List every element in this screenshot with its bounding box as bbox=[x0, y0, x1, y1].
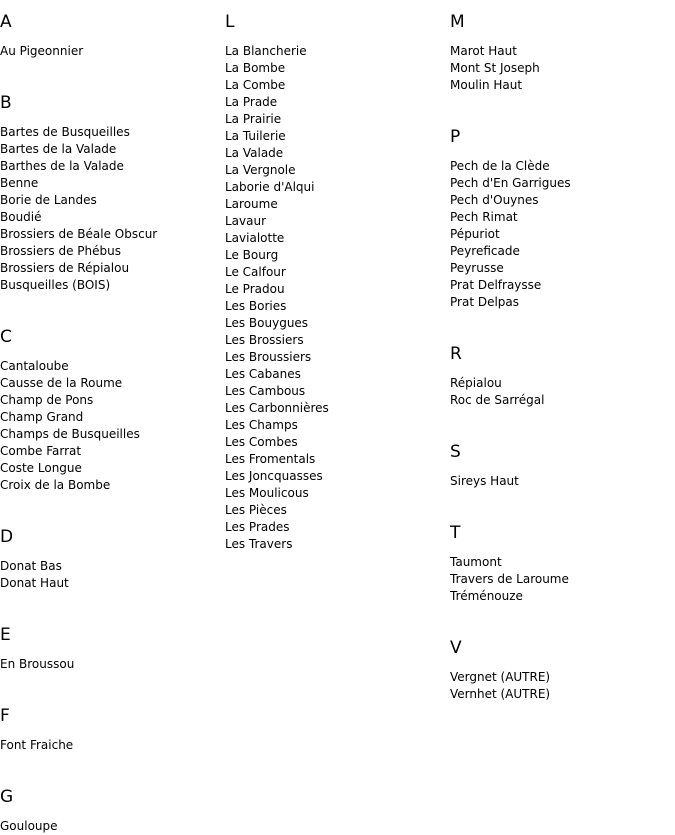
place-name-item: Pech d'En Garrigues bbox=[450, 176, 571, 190]
place-name-item: Prat Delfraysse bbox=[450, 278, 542, 292]
letter-group bbox=[450, 638, 675, 703]
place-name-item: Peyreficade bbox=[450, 244, 520, 258]
place-name-item: Les Champs bbox=[225, 418, 298, 432]
letter-group bbox=[450, 12, 675, 115]
place-name-item: Sireys Haut bbox=[450, 474, 519, 488]
letter-heading: A bbox=[0, 12, 12, 32]
place-name-list bbox=[450, 375, 675, 409]
place-name-list bbox=[0, 558, 225, 592]
letter-group bbox=[0, 12, 225, 81]
place-name-item: Les Brossiers bbox=[225, 333, 304, 347]
place-name-item: Laroume bbox=[225, 197, 278, 211]
place-name-item: Les Bories bbox=[225, 299, 287, 313]
place-name-item: Pech Rimat bbox=[450, 210, 518, 224]
place-name-item: Pech d'Ouynes bbox=[450, 193, 539, 207]
place-name-list bbox=[225, 43, 450, 553]
letter-group bbox=[450, 344, 675, 430]
place-name-item: Boudié bbox=[0, 210, 42, 224]
letter-heading: D bbox=[0, 527, 14, 547]
place-name-item: Les Prades bbox=[225, 520, 290, 534]
place-name-item: La Blancherie bbox=[225, 44, 307, 58]
place-name-item: Champ de Pons bbox=[0, 393, 94, 407]
place-name-item: Coste Longue bbox=[0, 461, 82, 475]
place-name-item: Bartes de la Valade bbox=[0, 142, 117, 156]
place-name-item: La Prairie bbox=[225, 112, 282, 126]
place-name-item: Les Pièces bbox=[225, 503, 287, 517]
place-name-item: Le Calfour bbox=[225, 265, 286, 279]
place-name-item: Le Bourg bbox=[225, 248, 279, 262]
place-name-item: Croix de la Bombe bbox=[0, 478, 111, 492]
place-name-item: En Broussou bbox=[0, 657, 75, 671]
place-name-list bbox=[450, 669, 675, 703]
letter-group bbox=[0, 327, 225, 515]
place-name-item: Les Moulicous bbox=[225, 486, 309, 500]
place-name-item: Marot Haut bbox=[450, 44, 517, 58]
place-name-item: Benne bbox=[0, 176, 39, 190]
place-name-item: Les Broussiers bbox=[225, 350, 312, 364]
place-name-item: Les Joncquasses bbox=[225, 469, 323, 483]
letter-heading: P bbox=[450, 127, 461, 147]
place-name-item: Donat Bas bbox=[0, 559, 62, 573]
letter-heading: B bbox=[0, 93, 12, 113]
letter-heading: S bbox=[450, 442, 461, 462]
letter-group bbox=[0, 527, 225, 613]
place-name-item: Busqueilles (BOIS) bbox=[0, 278, 111, 292]
place-name-list bbox=[450, 473, 675, 490]
place-name-item: Vergnet (AUTRE) bbox=[450, 670, 551, 684]
place-name-item: La Prade bbox=[225, 95, 278, 109]
place-name-item: Champ Grand bbox=[0, 410, 84, 424]
place-name-item: Barthes de la Valade bbox=[0, 159, 124, 173]
place-name-item: Lavaur bbox=[225, 214, 267, 228]
place-name-list bbox=[450, 43, 675, 94]
place-name-item: Les Travers bbox=[225, 537, 293, 551]
place-name-item: Les Bouygues bbox=[225, 316, 309, 330]
letter-heading: C bbox=[0, 327, 12, 347]
letter-heading: E bbox=[0, 625, 11, 645]
place-name-item: La Valade bbox=[225, 146, 284, 160]
place-name-item: Champs de Busqueilles bbox=[0, 427, 140, 441]
letter-heading: F bbox=[0, 706, 10, 726]
place-name-item: Répialou bbox=[450, 376, 502, 390]
place-name-item: Vernhet (AUTRE) bbox=[450, 687, 551, 701]
letter-heading: G bbox=[0, 787, 14, 807]
index-column-1 bbox=[0, 0, 225, 835]
letter-group bbox=[225, 12, 450, 553]
place-name-list bbox=[0, 737, 225, 754]
letter-group bbox=[450, 523, 675, 626]
place-name-item: Brossiers de Béale Obscur bbox=[0, 227, 158, 241]
index-column-3 bbox=[450, 0, 675, 703]
place-name-item: Les Carbonnières bbox=[225, 401, 329, 415]
place-name-list bbox=[450, 158, 675, 311]
place-name-item: La Combe bbox=[225, 78, 286, 92]
place-name-item: Mont St Joseph bbox=[450, 61, 540, 75]
letter-heading: L bbox=[225, 12, 235, 32]
letter-group bbox=[0, 93, 225, 315]
letter-heading: R bbox=[450, 344, 462, 364]
place-name-item: Donat Haut bbox=[0, 576, 69, 590]
place-name-list bbox=[0, 124, 225, 294]
place-name-item: Combe Farrat bbox=[0, 444, 82, 458]
place-name-list bbox=[0, 43, 225, 60]
place-name-item: Les Cabanes bbox=[225, 367, 301, 381]
letter-group bbox=[0, 787, 225, 835]
place-name-item: Pépuriot bbox=[450, 227, 500, 241]
place-name-list bbox=[450, 554, 675, 605]
place-name-item: Les Fromentals bbox=[225, 452, 316, 466]
place-name-item: Tréménouze bbox=[450, 589, 523, 603]
letter-heading: V bbox=[450, 638, 462, 658]
index-column-2 bbox=[225, 0, 450, 553]
letter-heading: M bbox=[450, 12, 465, 32]
place-name-item: Les Combes bbox=[225, 435, 298, 449]
letter-group bbox=[450, 442, 675, 511]
place-name-item: Au Pigeonnier bbox=[0, 44, 84, 58]
place-name-item: La Tuilerie bbox=[225, 129, 286, 143]
place-name-item: Peyrusse bbox=[450, 261, 504, 275]
place-name-item: Travers de Laroume bbox=[450, 572, 569, 586]
place-name-item: Le Pradou bbox=[225, 282, 285, 296]
place-name-item: Prat Delpas bbox=[450, 295, 520, 309]
place-name-item: Roc de Sarrégal bbox=[450, 393, 545, 407]
place-name-item: Bartes de Busqueilles bbox=[0, 125, 130, 139]
letter-group bbox=[0, 706, 225, 775]
place-name-item: Pech de la Clède bbox=[450, 159, 550, 173]
place-name-item: Causse de la Roume bbox=[0, 376, 123, 390]
place-name-list bbox=[0, 656, 225, 673]
place-name-item: Font Fraiche bbox=[0, 738, 74, 752]
place-name-item: Brossiers de Répialou bbox=[0, 261, 130, 275]
place-name-item: Les Cambous bbox=[225, 384, 306, 398]
letter-group bbox=[0, 625, 225, 694]
place-name-list bbox=[0, 818, 225, 835]
place-name-item: La Bombe bbox=[225, 61, 286, 75]
place-name-item: Moulin Haut bbox=[450, 78, 523, 92]
place-name-item: Borie de Landes bbox=[0, 193, 97, 207]
place-name-item: Brossiers de Phébus bbox=[0, 244, 121, 258]
place-name-item: Gouloupe bbox=[0, 819, 58, 833]
letter-group bbox=[450, 127, 675, 332]
place-name-item: Lavialotte bbox=[225, 231, 285, 245]
place-name-item: Laborie d'Alqui bbox=[225, 180, 315, 194]
place-name-item: La Vergnole bbox=[225, 163, 296, 177]
place-name-item: Cantaloube bbox=[0, 359, 69, 373]
place-name-list bbox=[0, 358, 225, 494]
letter-heading: T bbox=[450, 523, 461, 543]
place-name-item: Taumont bbox=[450, 555, 502, 569]
